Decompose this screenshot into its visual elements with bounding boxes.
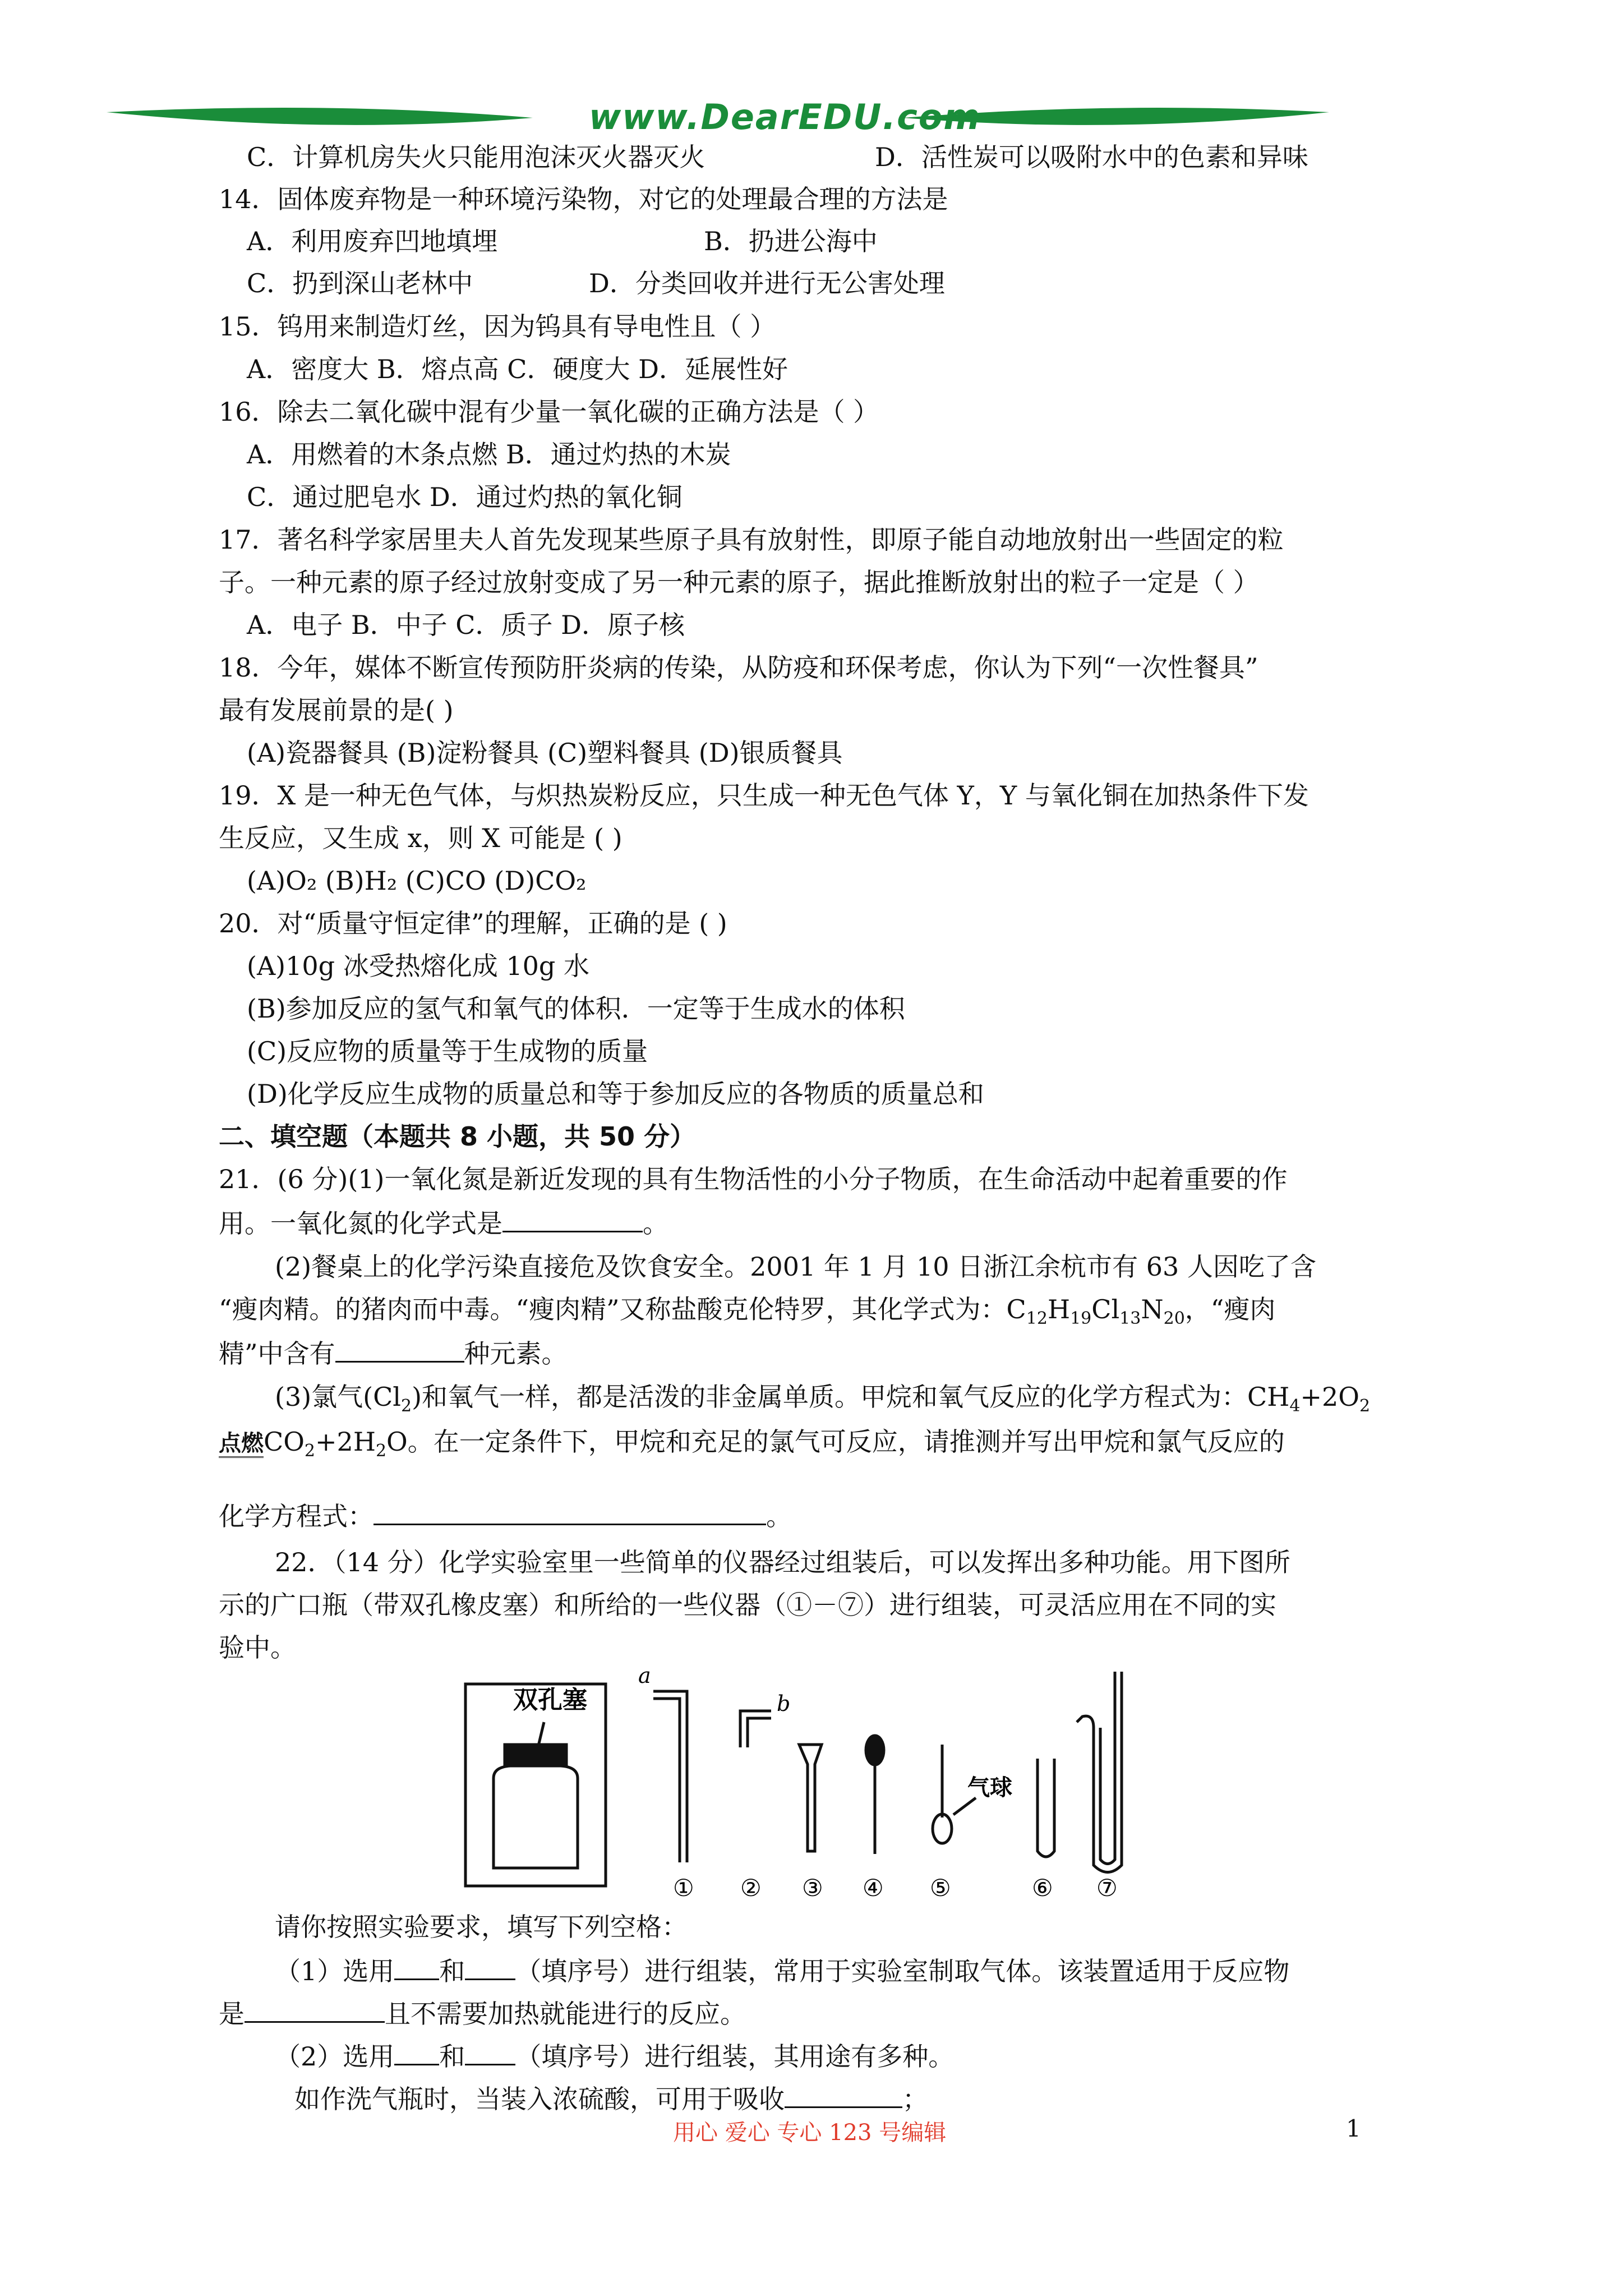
- sub-19: 19: [1070, 1309, 1092, 1329]
- q22-2-text3: 如作洗气瓶时，当装入浓硫酸，可用于吸收: [294, 2084, 785, 2114]
- question-21-line2: [219, 1205, 668, 1240]
- sub-20: 20: [1163, 1309, 1185, 1329]
- long-funnel: [799, 1745, 822, 1851]
- q17-options: A．电子 B．中子 C．质子 D．原子核: [247, 610, 685, 640]
- q22-2-end: ；: [902, 2084, 928, 2114]
- q22-2-blank-a[interactable]: [394, 2038, 439, 2065]
- page-number: 1: [1346, 2115, 1361, 2142]
- q21-2-text: “瘦肉精。的猪肉而中毒。“瘦肉精”又称盐酸克伦特罗，其化学式为：C: [219, 1294, 1026, 1324]
- question-20: 20．对“质量守恒定律”的理解，正确的是 ( ): [219, 908, 727, 938]
- number-4: ④: [863, 1874, 884, 1902]
- question-22-2-line1: [275, 2038, 954, 2073]
- q21-3-text3: +2O: [1300, 1382, 1359, 1412]
- question-16: 16．除去二氧化碳中混有少量一氧化碳的正确方法是（ ）: [219, 397, 879, 427]
- question-22-line3: 验中。: [219, 1632, 296, 1663]
- formula-n: N: [1141, 1294, 1164, 1324]
- apparatus-figure: [460, 1666, 1234, 1902]
- ignite-label: 点燃: [219, 1430, 264, 1458]
- q21-3-text4: O。在一定条件下，甲烷和充足的氯气可反应，请推测并写出甲烷和氯气反应的: [386, 1427, 1285, 1457]
- sub-ch4: 4: [1289, 1396, 1301, 1416]
- question-18-line2: 最有发展前景的是( ): [219, 695, 454, 725]
- question-22-instruction: 请你按照实验要求，填写下列空格：: [275, 1912, 688, 1942]
- q18-options: (A)瓷器餐具 (B)淀粉餐具 (C)塑料餐具 (D)银质餐具: [247, 738, 843, 768]
- question-21-2-line3: [219, 1335, 568, 1370]
- tube-a: [653, 1691, 687, 1862]
- q19-options: (A)O₂ (B)H₂ (C)CO (D)CO₂: [247, 866, 587, 896]
- q21-3-text: (3)氯气(Cl: [275, 1382, 402, 1412]
- q20-option-d: (D)化学反应生成物的质量总和等于参加反应的各物质的质量总和: [247, 1079, 984, 1109]
- q20-option-b: (B)参加反应的氢气和氧气的体积．一定等于生成水的体积: [247, 993, 905, 1024]
- q21-3-text5: 化学方程式：: [219, 1501, 374, 1531]
- question-19-line2: 生反应，又生成 x，则 X 可能是 ( ): [219, 823, 623, 853]
- q14-option-b: B．扔进公海中: [704, 226, 878, 256]
- q22-2-blank-absorb[interactable]: [785, 2081, 902, 2108]
- question-21-3-line1: [275, 1380, 1370, 1423]
- q21-3-text2: )和氧气一样，都是活泼的非金属单质。甲烷和氧气反应的化学方程式为：CH: [412, 1382, 1290, 1412]
- q22-1-text4: 且不需要加热就能进行的反应。: [385, 1999, 746, 2029]
- section-heading: 二、填空题（本题共 8 小题，共 50 分）: [219, 1121, 696, 1152]
- number-7: ⑦: [1096, 1874, 1118, 1902]
- question-15: 15．钨用来制造灯丝，因为钨具有导电性且（ ）: [219, 311, 776, 342]
- label-a: a: [638, 1666, 651, 1688]
- stopper-label: 双孔塞: [513, 1686, 587, 1714]
- q21-blank-equation[interactable]: [374, 1498, 766, 1525]
- q14-option-a: A．利用废弃凹地填埋: [247, 226, 498, 256]
- q22-2-text: （2）选用: [275, 2041, 395, 2072]
- formula-cl: Cl: [1091, 1294, 1120, 1324]
- q21-blank-elements[interactable]: [335, 1335, 464, 1363]
- number-6: ⑥: [1032, 1874, 1053, 1902]
- q22-1-blank-b[interactable]: [465, 1953, 515, 1980]
- q21-end: 。: [643, 1208, 668, 1239]
- dropper: [866, 1736, 884, 1854]
- balloon-label: 气球: [967, 1775, 1012, 1801]
- number-1: ①: [673, 1874, 694, 1902]
- q22-1-text3: 是: [219, 1999, 245, 2029]
- q22-1-and: 和: [439, 1956, 465, 1986]
- sub-o2: 2: [1359, 1396, 1371, 1416]
- q22-1-text2: （填序号）进行组装，常用于实验室制取气体。该装置适用于反应物: [515, 1956, 1290, 1986]
- question-22-2-line2: [294, 2081, 928, 2116]
- q14-option-c: C．扔到深山老林中: [247, 268, 473, 298]
- question-18-line1: 18．今年，媒体不断宣传预防肝炎病的传染，从防疫和环保考虑，你认为下列“一次性餐具”: [219, 652, 1258, 683]
- question-21-3-line2: [219, 1425, 1285, 1468]
- co2-text: CO: [264, 1427, 305, 1457]
- footer-text: 用心 爱心 专心 123 号编辑: [673, 2120, 947, 2146]
- site-name: www.DearEDU.com: [589, 96, 981, 137]
- question-17-line2: 子。一种元素的原子经过放射变成了另一种元素的原子，据此推断放射出的粒子一定是（ ）: [219, 567, 1259, 597]
- sub-12: 12: [1026, 1309, 1048, 1329]
- formula-h: H: [1047, 1294, 1071, 1324]
- test-tube: [1038, 1759, 1054, 1857]
- number-5: ⑤: [930, 1874, 951, 1902]
- question-22-line2: 示的广口瓶（带双孔橡皮塞）和所给的一些仪器（①－⑦）进行组装，可灵活应用在不同的实: [219, 1590, 1276, 1620]
- question-21-3-line3: [219, 1498, 792, 1533]
- line-13c: C．计算机房失火只能用泡沫灭火器灭火: [247, 142, 706, 172]
- h2o-text: +2H: [315, 1427, 376, 1457]
- sub-cl2: 2: [401, 1396, 412, 1416]
- q20-option-a: (A)10g 冰受热熔化成 10g 水: [247, 951, 589, 981]
- q21-text: 用。一氧化氮的化学式是: [219, 1208, 502, 1239]
- question-21-2-line2: [219, 1292, 1275, 1336]
- q16-options-cd: C．通过肥皂水 D．通过灼热的氧化铜: [247, 482, 683, 512]
- question-17-line1: 17．著名科学家居里夫人首先发现某些原子具有放射性，即原子能自动地放射出一些固定的粒: [219, 524, 1284, 555]
- q14-option-d: D．分类回收并进行无公害处理: [589, 268, 945, 298]
- q22-1-text: （1）选用: [275, 1956, 395, 1986]
- number-3: ③: [802, 1874, 823, 1902]
- wide-mouth-bottle: [465, 1684, 606, 1886]
- line-13d: D．活性炭可以吸附水中的色素和异味: [875, 142, 1308, 172]
- question-22-line1: 22．（14 分）化学实验室里一些简单的仪器经过组装后，可以发挥出多种功能。用下图所: [275, 1547, 1290, 1577]
- q22-2-and: 和: [439, 2041, 465, 2072]
- sub-co2: 2: [304, 1441, 316, 1461]
- question-19-line1: 19．X 是一种无色气体，与炽热炭粉反应，只生成一种无色气体 Y，Y 与氧化铜在加热条件下发: [219, 780, 1309, 811]
- sub-13: 13: [1119, 1309, 1141, 1329]
- q21-2-text2: 精”中含有: [219, 1338, 335, 1369]
- question-22-1-line1: [275, 1953, 1289, 1988]
- u-tube: [1077, 1672, 1122, 1872]
- question-21-2-line1: (2)餐桌上的化学污染直接危及饮食安全。2001 年 1 月 10 日浙江余杭市有 63 人因吃了含: [275, 1251, 1316, 1282]
- figure-numbers: [673, 1874, 1118, 1902]
- q16-options-ab: A．用燃着的木条点燃 B．通过灼热的木炭: [247, 439, 731, 470]
- question-14: 14．固体废弃物是一种环境污染物，对它的处理最合理的方法是: [219, 184, 948, 214]
- q21-2-tail: ，“瘦肉: [1184, 1294, 1276, 1324]
- q22-1-blank-reactants[interactable]: [245, 1995, 385, 2023]
- q22-2-text2: （填序号）进行组装，其用途有多种。: [515, 2041, 955, 2072]
- q15-options: A．密度大 B．熔点高 C．硬度大 D．延展性好: [247, 354, 788, 384]
- q21-2-end: 种元素。: [464, 1338, 568, 1369]
- q22-2-blank-b[interactable]: [465, 2038, 515, 2065]
- sub-h2o: 2: [375, 1441, 387, 1461]
- q22-1-blank-a[interactable]: [394, 1953, 439, 1980]
- question-21-line1: 21．(6 分)(1)一氧化氮是新近发现的具有生物活性的小分子物质，在生命活动中起着重要的作: [219, 1164, 1288, 1194]
- question-22-1-line2: [219, 1995, 746, 2031]
- q20-option-c: (C)反应物的质量等于生成物的质量: [247, 1036, 648, 1066]
- tube-b: [740, 1711, 771, 1747]
- q21-blank-formula[interactable]: [502, 1205, 643, 1232]
- number-2: ②: [740, 1874, 762, 1902]
- q21-3-end: 。: [766, 1501, 792, 1531]
- label-b: b: [777, 1691, 791, 1716]
